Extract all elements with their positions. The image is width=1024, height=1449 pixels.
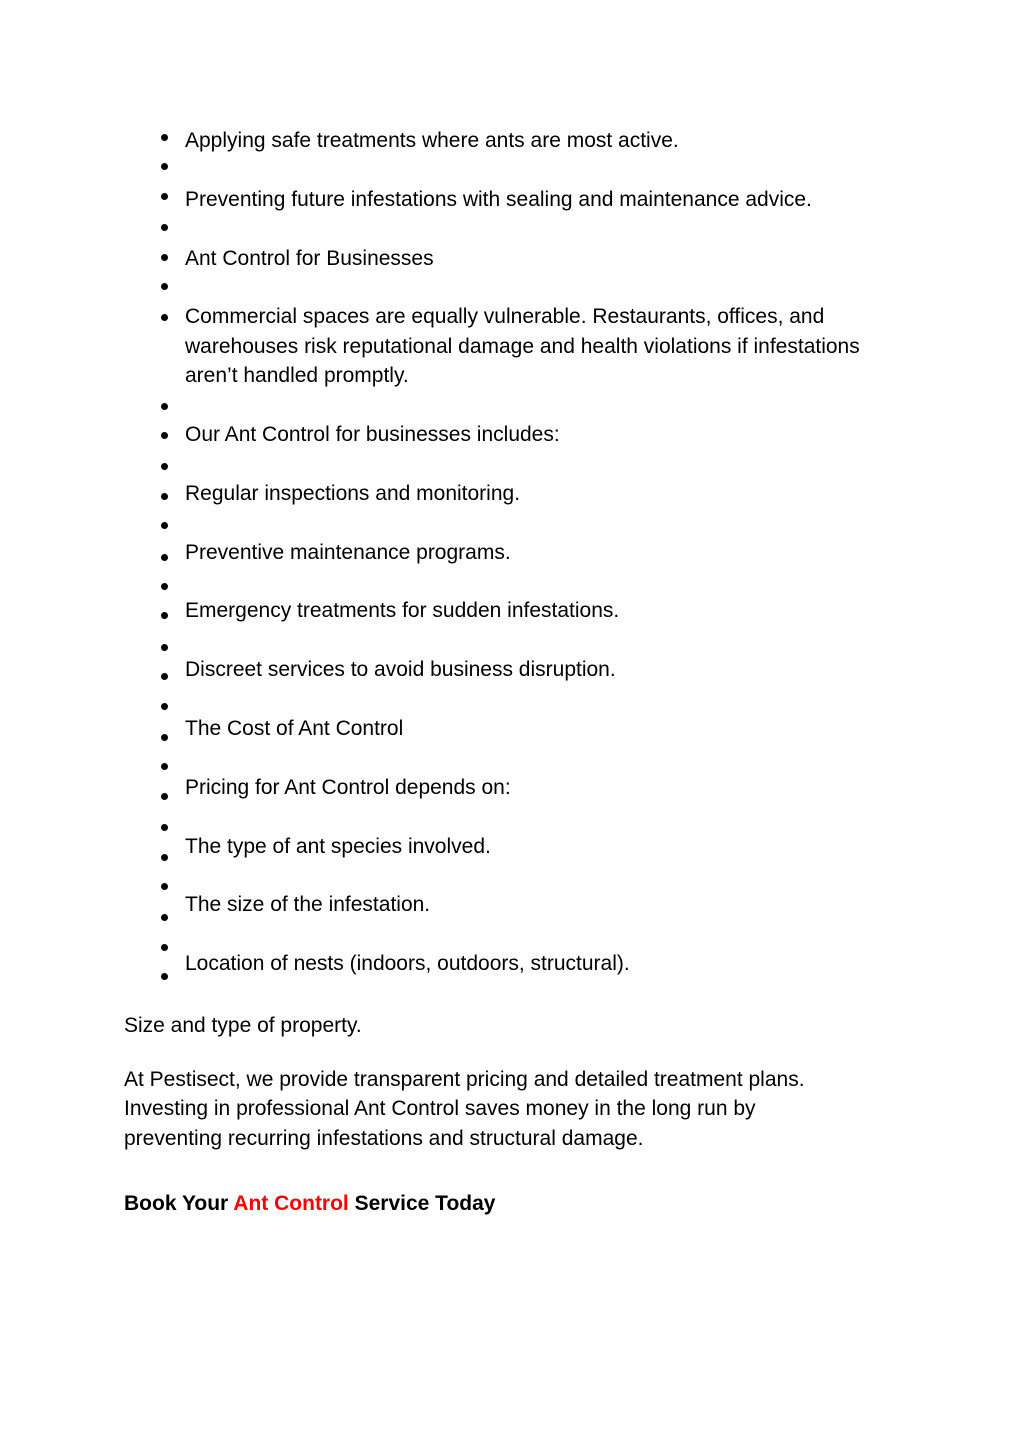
bullet-icon (161, 644, 168, 651)
list-item-text: Regular inspections and monitoring. (185, 481, 521, 505)
bullet-icon (161, 673, 168, 680)
bullet-icon (161, 463, 168, 470)
document-content (124, 126, 874, 1219)
list-item-empty (124, 155, 874, 184)
bullet-icon (161, 703, 168, 710)
bullet-icon (161, 612, 168, 619)
bullet-icon (161, 432, 168, 439)
list-item (124, 479, 874, 508)
bullet-icon (161, 734, 168, 741)
bullet-icon (161, 283, 168, 290)
list-item (124, 420, 874, 449)
list-item (124, 244, 874, 273)
list-item-text: Preventing future infestations with sealing and maintenance advice. (185, 187, 812, 211)
list-item (124, 302, 874, 390)
list-item (124, 596, 874, 625)
list-item (124, 655, 874, 684)
list-item (124, 714, 874, 743)
paragraph-size-property: Size and type of property. (124, 1013, 362, 1037)
list-item-text: Our Ant Control for businesses includes: (185, 423, 560, 446)
list-item (124, 949, 874, 978)
list-item-empty (124, 743, 874, 772)
list-item (124, 832, 874, 861)
bullet-icon (161, 824, 168, 831)
bullet-icon (161, 522, 168, 529)
list-item-empty (124, 214, 874, 243)
cta-heading (124, 1189, 859, 1218)
bullet-icon (161, 883, 168, 890)
list-item-empty (124, 626, 874, 655)
list-item-text: Location of nests (indoors, outdoors, structural). (185, 952, 630, 976)
paragraph-pricing-info: At Pestisect, we provide transparent pricing and detailed treatment plans. Investing in professional Ant Control saves money in the long run by preventing recurring infestations and structural damage. (124, 1067, 805, 1150)
list-item-empty (124, 802, 874, 831)
list-item-text: The size of the infestation. (185, 893, 431, 917)
list-item-empty (124, 449, 874, 478)
list-item (124, 538, 874, 567)
list-item-text: Applying safe treatments where ants are most active. (185, 129, 679, 152)
list-item-text: Commercial spaces are equally vulnerable. Restaurants, offices, and warehouses risk reputational damage and health violations if infestations aren’t handled promptly. (185, 305, 860, 388)
cta-heading-suffix: Service Today (348, 1192, 496, 1216)
bullet-icon (161, 554, 168, 561)
list-item (124, 185, 874, 214)
bullet-icon (161, 193, 168, 200)
cta-heading-prefix: Book Your (124, 1192, 234, 1216)
list-item-empty (124, 391, 874, 420)
list-item (124, 126, 874, 155)
bullet-icon (161, 163, 168, 170)
list-item-text: Discreet services to avoid business disruption. (185, 658, 616, 682)
list-item (124, 773, 874, 802)
list-item-text: Emergency treatments for sudden infestations. (185, 599, 620, 623)
list-item-empty (124, 861, 874, 890)
bullet-icon (161, 134, 168, 141)
list-item-text: Ant Control for Businesses (185, 246, 434, 270)
bullet-list (124, 126, 874, 979)
bullet-icon (161, 763, 168, 770)
bullet-icon (161, 583, 168, 590)
list-item-text: Pricing for Ant Control depends on: (185, 775, 511, 799)
list-item-empty (124, 508, 874, 537)
cta-heading-highlight: Ant Control (233, 1192, 349, 1216)
list-item-text: The Cost of Ant Control (185, 716, 404, 740)
bullet-icon (161, 224, 168, 231)
bullet-icon (161, 973, 168, 980)
list-item-text: Preventive maintenance programs. (185, 540, 511, 564)
bullet-icon (161, 493, 168, 500)
bullet-icon (161, 854, 168, 861)
list-item-empty (124, 567, 874, 596)
list-item-empty (124, 685, 874, 714)
list-item-empty (124, 920, 874, 949)
bullet-icon (161, 793, 168, 800)
list-item (124, 890, 874, 919)
bullet-icon (161, 314, 168, 321)
list-item-text: The type of ant species involved. (185, 834, 491, 858)
bullet-icon (161, 403, 168, 410)
bullet-icon (161, 254, 168, 261)
list-item-empty (124, 273, 874, 302)
